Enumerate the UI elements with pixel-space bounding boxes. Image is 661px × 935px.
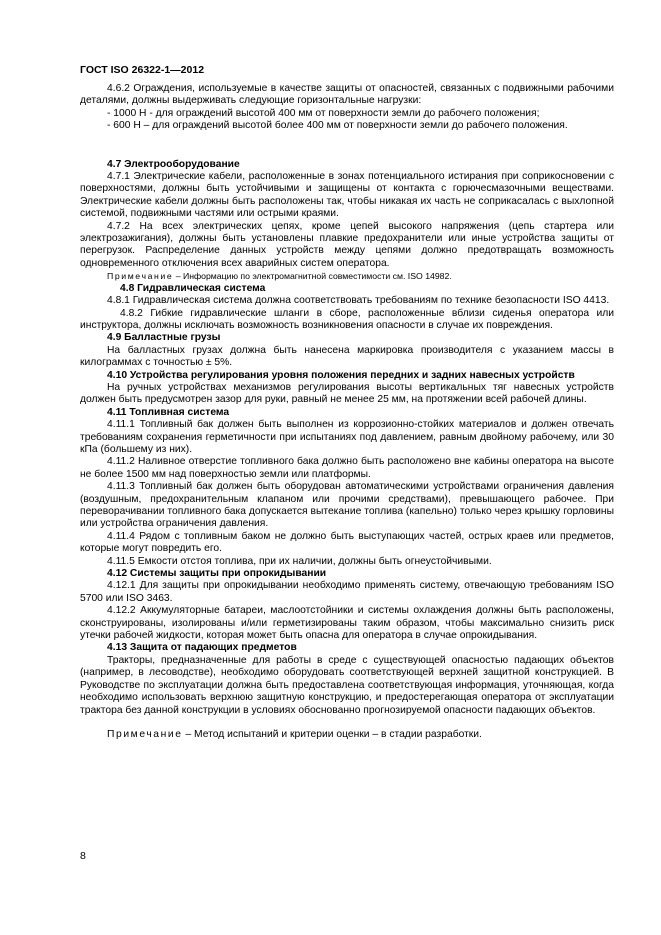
section-heading-4-10: 4.10 Устройства регулирования уровня положения передних и задних навесных устройств [107, 369, 575, 381]
note-text: – Метод испытаний и критерии оценки – в стадии разработки. [182, 728, 482, 740]
note-text: – Информацию по электромагнитной совместимости см. ISO 14982. [173, 271, 452, 282]
list-item: - 1000 Н - для ограждений высотой 400 мм от поверхности земли до рабочего положения; [107, 107, 540, 119]
paragraph-4-11-3: 4.11.3 Топливный бак должен быть оборудован автоматическими устройствами ограничения давления (воздушным, предохранительным клапаном или прочими средствами), превышающего рабочее. При переворачивании топливного бака допускается вытекание топлива (капельно) только через крышку горловины или устройства ограничения давления. [80, 481, 614, 530]
note-label: Примечание [107, 728, 183, 740]
section-heading-4-9: 4.9 Балластные грузы [107, 332, 221, 344]
list-item: - 600 Н – для ограждений высотой более 400 мм от поверхности земли до рабочего положения. [107, 120, 568, 132]
spacer [80, 717, 614, 729]
page-number: 8 [80, 850, 86, 862]
spacer [80, 133, 614, 159]
note-label: Примечание [107, 271, 174, 282]
paragraph-4-11-4: 4.11.4 Рядом с топливным баком не должно быть выступающих частей, острых краев или предметов, которые могут повредить его. [80, 530, 614, 555]
paragraph-4-9: На балластных грузах должна быть нанесена маркировка производителя с указанием массы в килограммах с точностью ± 5%. [80, 344, 614, 369]
note [80, 729, 614, 741]
paragraph-4-8-2: 4.8.2 Гибкие гидравлические шланги в сборе, расположенные вблизи сиденья оператора или инструктора, должны исключать возможность возникновения опасности в случае их повреждения. [80, 307, 614, 331]
document-body [80, 83, 614, 741]
paragraph-4-10: На ручных устройствах механизмов регулирования высоты вертикальных тяг навесных устройств должен быть предусмотрен зазор для руки, равный не менее 25 мм, на протяжении всей рабочей длины. [80, 381, 614, 406]
paragraph-4-7-2: 4.7.2 На всех электрических цепях, кроме цепей высокого напряжения (цепь стартера или электрозажигания), должны быть установлены плавкие предохранители или иные устройства защиты от перегрузок. Распределение данных устройств между цепями должно предотвращать возможность одновременного отключения всех аварийных систем оператора. [80, 220, 614, 269]
paragraph-4-11-1: 4.11.1 Топливный бак должен быть выполнен из коррозионно-стойких материалов и должен отвечать требованиям сохранения герметичности при испытаниях под давлением, равным двойному рабочему, или 30 кПа (большему из них). [80, 419, 614, 455]
note [80, 270, 614, 282]
document-header: ГОСТ ISO 26322-1—2012 [80, 64, 205, 76]
paragraph-4-11-2: 4.11.2 Наливное отверстие топливного бака должно быть расположено вне кабины оператора на высоте не более 1500 мм над поверхностью земли или платформы. [80, 456, 614, 480]
section-heading-4-13: 4.13 Защита от падающих предметов [107, 642, 297, 654]
section-heading-4-8: 4.8 Гидравлическая система [120, 282, 266, 294]
paragraph-4-12-2: 4.12.2 Аккумуляторные батареи, маслоотстойники и системы охлаждения должны быть расположены, сконструированы, изолированы и/или герметизированы таким образом, чтобы максимально снизить риск утечки рабочей жидкости, которая может быть опасна для оператора в случае опрокидывания. [80, 605, 614, 642]
section-heading-4-11: 4.11 Топливная система [107, 406, 230, 418]
paragraph-4-7-1: 4.7.1 Электрические кабели, расположенные в зонах потенциального истирания при соприкосновении с поверхностями, должны быть устойчивыми и защищены от контакта с горючесмазочными веществами. Электрические кабели должны быть расположены так, чтобы никакая их часть не соприкасалась с выхлопной системой, подвижными частями или острыми краями. [80, 171, 614, 220]
section-heading-4-7: 4.7 Электрооборудование [107, 158, 240, 170]
paragraph-4-12-1: 4.12.1 Для защиты при опрокидывании необходимо применять систему, отвечающую требованиям ISO 5700 или ISO 3463. [80, 580, 614, 604]
paragraph-4-6-2: 4.6.2 Ограждения, используемые в качестве защиты от опасностей, связанных с подвижными рабочими деталями, должны выдерживать следующие горизонтальные нагрузки: [80, 83, 614, 107]
section-heading-4-12: 4.12 Системы защиты при опрокидывании [107, 568, 327, 580]
paragraph-4-11-5: 4.11.5 Емкости отстоя топлива, при их наличии, должны быть огнеустойчивыми. [107, 555, 492, 567]
paragraph-4-8-1: 4.8.1 Гидравлическая система должна соответствовать требованиям по технике безопасности ISO 4413. [107, 295, 610, 307]
paragraph-4-13: Тракторы, предназначенные для работы в среде с существующей опасностью падающих объектов (например, в лесоводстве), необходимо оборудовать соответствующей верхней защитной конструкцией. В Руководстве по эксплуатации должна быть предоставлена соответствующая информация, уточняющая, когда необходимо использовать верхнюю защитную конструкцию, и предостерегающая оператора от эксплуатации трактора без данной конструкции в условиях обоснованно прогнозируемой опасности падающих объектов. [80, 654, 614, 716]
